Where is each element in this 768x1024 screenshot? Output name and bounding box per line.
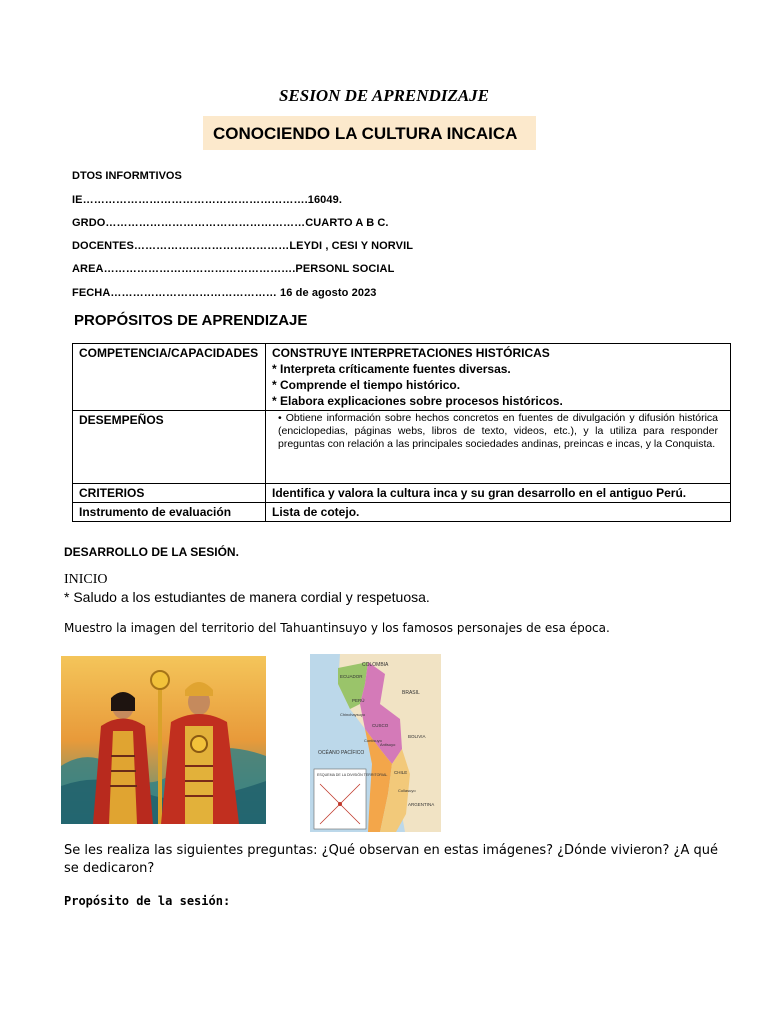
criterios-label: CRITERIOS [73, 484, 266, 503]
map-label-peru: PERÚ [352, 698, 365, 703]
map-label-ecuador: ECUADOR [340, 674, 363, 679]
map-label-cusco: CUSCO [372, 723, 389, 728]
map-label-brasil: BRASIL [402, 690, 420, 696]
map-esquema-label: ESQUEMA DE LA DIVISIÓN TERRITORIAL [317, 773, 388, 777]
competencias-table [72, 343, 731, 522]
proposito-sesion-label: Propósito de la sesión: [64, 894, 231, 908]
datos-heading: DTOS INFORMTIVOS [72, 170, 182, 182]
desempenos-cell [266, 411, 731, 484]
instrumento-label: Instrumento de evaluación [73, 503, 266, 522]
desempenos-label: DESEMPEÑOS [73, 411, 266, 484]
criterios-text: Identifica y valora la cultura inca y su gran desarrollo en el antiguo Perú. [266, 484, 731, 503]
capacidad-item: * Comprende el tiempo histórico. [272, 378, 461, 392]
map-label-colombia: COLOMBIA [362, 662, 389, 668]
propositos-heading: PROPÓSITOS DE APRENDIZAJE [74, 312, 308, 329]
datos-row-area: AREA…………………………………………….PERSONL SOCIAL [72, 263, 395, 275]
map-label-chile: CHILE [394, 770, 408, 775]
muestro-text: Muestro la imagen del territorio del Tahuantinsuyo y los famosos personajes de esa época. [64, 621, 610, 635]
map-label-collasuyo: Collasuyo [398, 788, 416, 793]
datos-row-fecha: FECHA……………………………………… 16 de agosto 2023 [72, 287, 377, 299]
table-row [73, 344, 731, 411]
datos-row-docentes: DOCENTES……………………………………LEYDI , CESI Y NORVIL [72, 240, 414, 252]
competencia-cell [266, 344, 731, 411]
saludo-text: * Saludo a los estudiantes de manera cordial y respetuosa. [64, 589, 430, 605]
desarrollo-heading: DESARROLLO DE LA SESIÓN. [64, 545, 239, 559]
map-label-chinchaysuyo: Chinchaysuyo [340, 712, 366, 717]
datos-row-ie: IE…………………………………………………….16049. [72, 194, 342, 206]
page-title: SESION DE APRENDIZAJE [278, 86, 490, 105]
inca-couple-illustration [61, 656, 266, 824]
inicio-heading: INICIO [64, 572, 108, 587]
capacidad-item: * Elabora explicaciones sobre procesos históricos. [272, 394, 563, 408]
map-label-antisuyo: Antisuyo [380, 742, 396, 747]
desempenos-text: • Obtiene información sobre hechos concretos en fuentes de divulgación y difusión histórica (enciclopedias, páginas webs, libros de texto, videos, etc.), y la utiliza para responder preguntas con relación a las principales sociedades andinas, preincas e incas, y la Conquista. [278, 412, 718, 450]
datos-row-grado: GRDO………………………………………………CUARTO A B C. [72, 217, 389, 229]
competencia-title: CONSTRUYE INTERPRETACIONES HISTÓRICAS [272, 346, 550, 360]
map-label-argentina: ARGENTINA [408, 802, 435, 807]
tahuantinsuyo-map [310, 654, 441, 832]
session-subtitle: CONOCIENDO LA CULTURA INCAICA [213, 124, 518, 143]
capacidad-item: * Interpreta críticamente fuentes diversas. [272, 362, 511, 376]
instrumento-text: Lista de cotejo. [266, 503, 731, 522]
table-row [73, 503, 731, 522]
table-row [73, 484, 731, 503]
map-label-bolivia: BOLIVIA [408, 734, 426, 739]
competencia-label: COMPETENCIA/CAPACIDADES [73, 344, 266, 411]
map-label-oceano: OCÉANO PACÍFICO [318, 750, 365, 756]
preguntas-text: Se les realiza las siguientes preguntas: ¿Qué observan en estas imágenes? ¿Dónde vivieron? ¿A qué se dedicaron? [64, 843, 718, 876]
table-row [73, 411, 731, 484]
map-label-contisuyo: Contisuyo [364, 738, 382, 743]
